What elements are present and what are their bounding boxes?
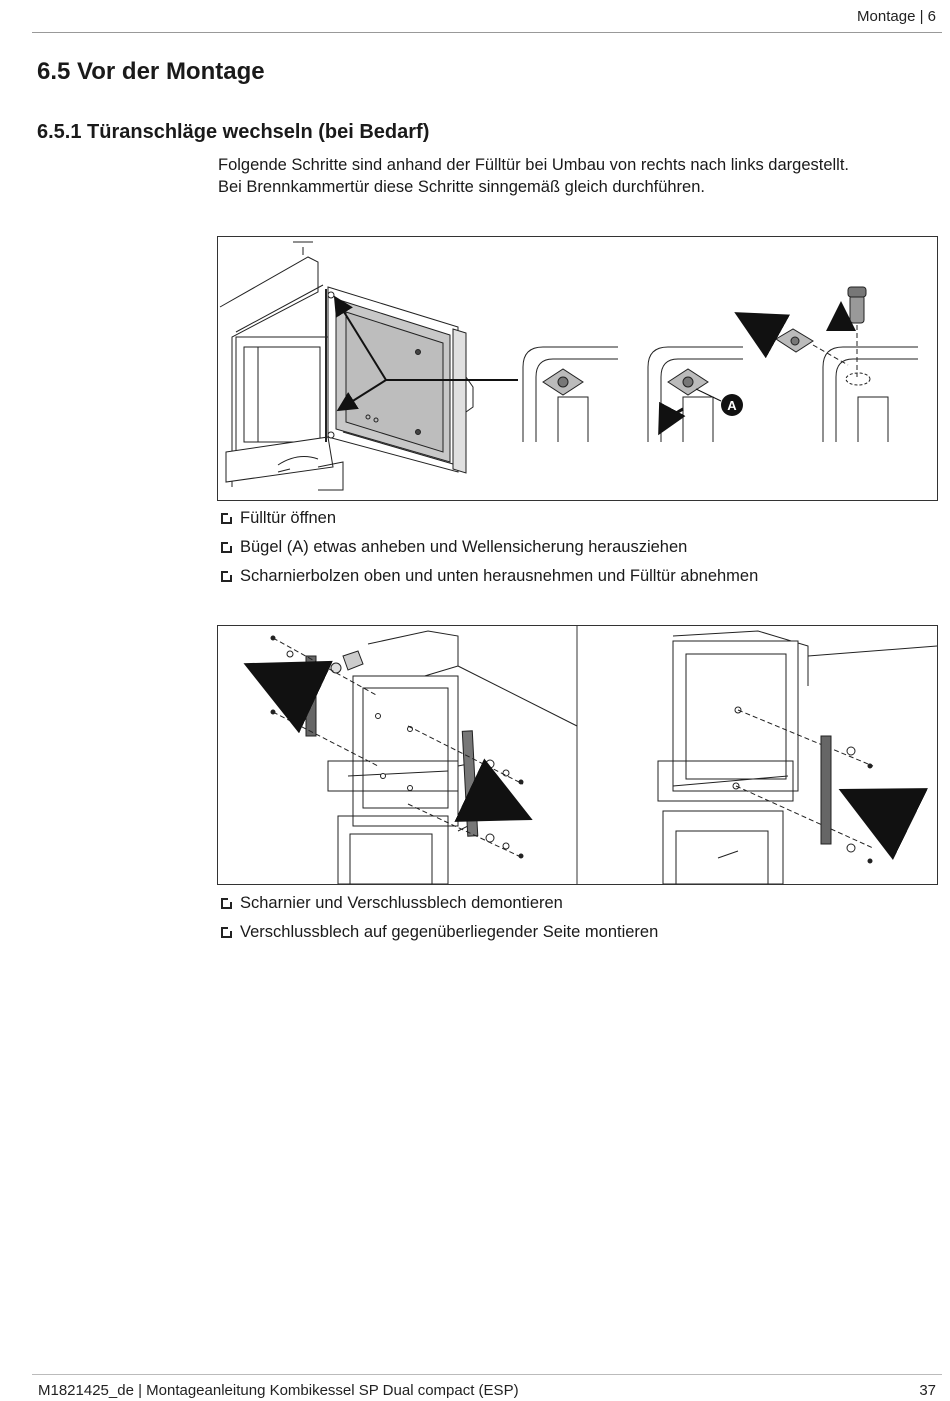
step-list-1 — [221, 504, 758, 591]
step-text: Verschlussblech auf gegenüberliegender Seite montieren — [240, 923, 659, 941]
section-title: 6.5 Vor der Montage — [37, 58, 265, 85]
step-list-2 — [221, 889, 658, 947]
subsection-title: 6.5.1 Türanschläge wechseln (bei Bedarf) — [37, 121, 430, 143]
page-number: 37 — [919, 1382, 936, 1399]
intro-line-2: Bei Brennkammertür diese Schritte sinngemäß gleich durchführen. — [218, 178, 705, 196]
checkbox-icon — [221, 513, 232, 524]
intro-line-1: Folgende Schritte sind anhand der Fülltür bei Umbau von rechts nach links dargestellt. — [218, 156, 850, 174]
step-text: Scharnierbolzen oben und unten herausnehmen und Fülltür abnehmen — [240, 567, 759, 585]
checkbox-icon — [221, 542, 232, 553]
checkbox-icon — [221, 571, 232, 582]
step-item — [221, 504, 758, 533]
header-rule — [32, 32, 942, 33]
step-text: Scharnier und Verschlussblech demontieren — [240, 894, 563, 912]
footer-rule — [32, 1374, 942, 1375]
step-item — [221, 889, 658, 918]
step-text: Fülltür öffnen — [240, 509, 337, 527]
door-removal-illustration — [218, 237, 937, 500]
step-item — [221, 918, 658, 947]
step-item — [221, 533, 758, 562]
checkbox-icon — [221, 898, 232, 909]
callout-a-label: A — [727, 398, 737, 413]
step-text: Bügel (A) etwas anheben und Wellensicherung herausziehen — [240, 538, 688, 556]
checkbox-icon — [221, 927, 232, 938]
running-header: Montage | 6 — [857, 8, 936, 25]
hinge-swap-illustration — [218, 626, 937, 884]
figure-door-removal — [217, 236, 938, 501]
footer-document-title: M1821425_de | Montageanleitung Kombikessel SP Dual compact (ESP) — [38, 1382, 519, 1399]
figure-hinge-swap — [217, 625, 938, 885]
step-item — [221, 562, 758, 591]
intro-text — [218, 154, 938, 198]
